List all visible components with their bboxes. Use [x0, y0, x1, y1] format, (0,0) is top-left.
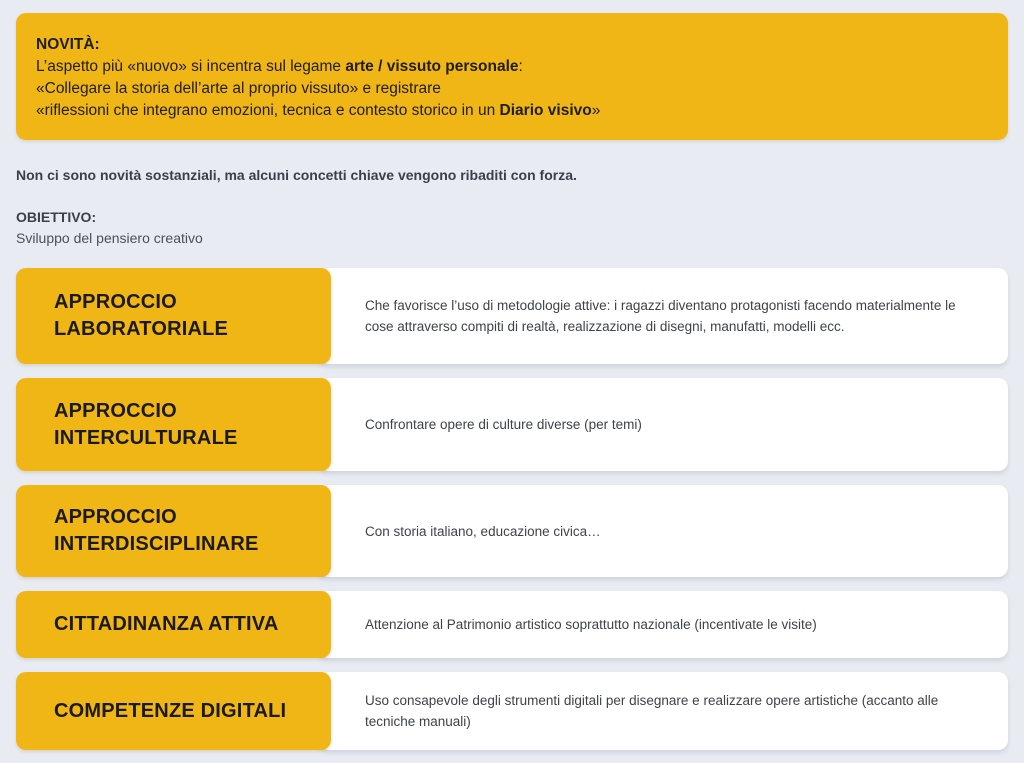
row-description-text: Uso consapevole degli strumenti digitali per disegnare e realizzare opere artistiche (accanto alle tecniche manuali)	[365, 693, 939, 729]
row-label: APPROCCIO INTERDISCIPLINARE	[16, 485, 331, 577]
key-statement: Non ci sono novità sostanziali, ma alcuni concetti chiave vengono ribaditi con forza.	[16, 167, 577, 183]
novita-line-4	[36, 100, 978, 122]
row-description	[319, 485, 1008, 577]
novita-line-2-bold: arte / vissuto personale	[345, 58, 519, 75]
novita-highlight-box	[16, 13, 1008, 140]
novita-line-2	[36, 56, 978, 78]
row-description	[319, 672, 1008, 750]
novita-line-2-post: :	[518, 58, 523, 75]
row-label: CITTADINANZA ATTIVA	[16, 591, 331, 658]
row-approccio-interculturale	[16, 378, 1008, 471]
novita-line-4-pre: «riflessioni che integrano emozioni, tecnica e contesto storico in un	[36, 102, 500, 119]
row-description-text: Confrontare opere di culture diverse (per temi)	[365, 417, 642, 432]
novita-line-4-post: »	[591, 102, 601, 119]
row-approccio-interdisciplinare	[16, 485, 1008, 577]
row-label: COMPETENZE DIGITALI	[16, 672, 331, 750]
row-label: APPROCCIO LABORATORIALE	[16, 268, 331, 364]
row-description-text: Che favorisce l’uso di metodologie attive: i ragazzi diventano protagonisti facendo materialmente le cose attraverso compiti di realtà, realizzazione di disegni, manufatti, modelli ecc.	[365, 298, 956, 334]
row-approccio-laboratoriale	[16, 268, 1008, 364]
row-description	[319, 268, 1008, 364]
row-competenze-digitali	[16, 672, 1008, 750]
row-label: APPROCCIO INTERCULTURALE	[16, 378, 331, 471]
approaches-list	[16, 268, 1008, 750]
row-description-text: Attenzione al Patrimonio artistico soprattutto nazionale (incentivate le visite)	[365, 617, 817, 632]
novita-title: NOVITÀ:	[36, 36, 100, 53]
novita-line-3: «Collegare la storia dell’arte al proprio vissuto» e registrare	[36, 80, 441, 97]
row-description	[319, 591, 1008, 658]
novita-line-4-bold: Diario visivo	[499, 102, 592, 119]
objective-label: OBIETTIVO:	[16, 209, 97, 225]
row-description-text: Con storia italiano, educazione civica…	[365, 523, 601, 539]
row-cittadinanza-attiva	[16, 591, 1008, 658]
objective-value: Sviluppo del pensiero creativo	[16, 230, 203, 246]
novita-line-2-pre: L’aspetto più «nuovo» si incentra sul legame	[36, 58, 346, 75]
row-description	[319, 378, 1008, 471]
